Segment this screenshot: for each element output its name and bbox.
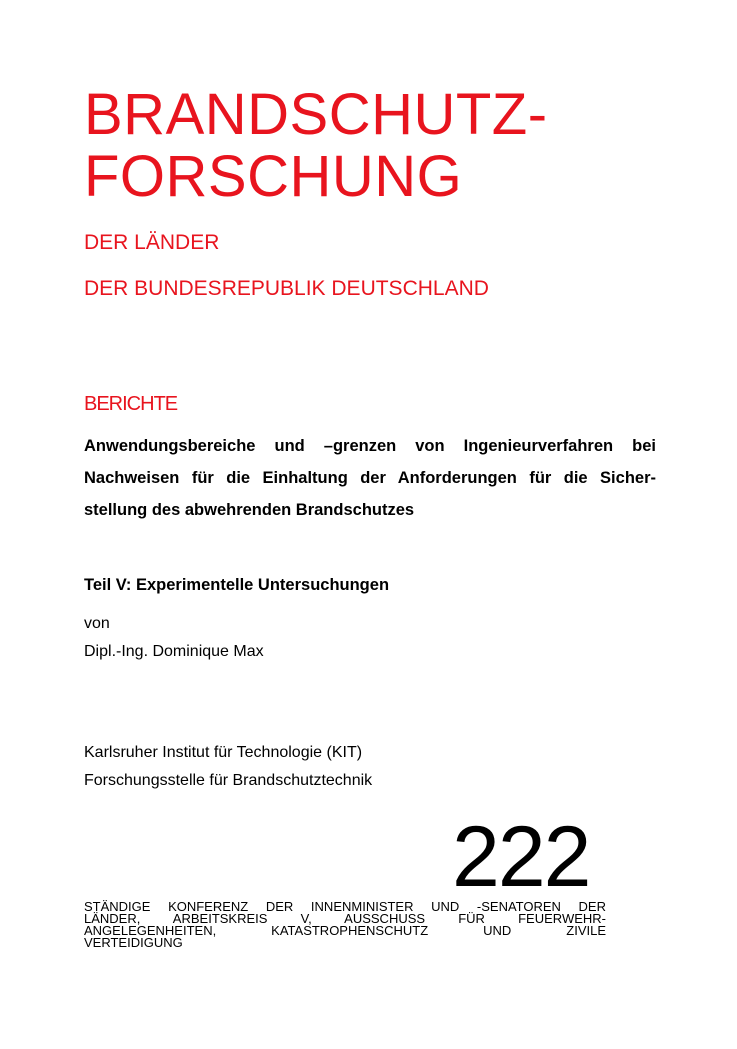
series-subtitle-line-1: DER LÄNDER xyxy=(84,231,220,254)
conference-line-4: VERTEIDIGUNG xyxy=(84,935,183,950)
institution-line-2: Forschungsstelle für Brandschutztechnik xyxy=(84,772,373,789)
author-name: Dipl.-Ing. Dominique Max xyxy=(84,643,264,660)
conference-line-1: STÄNDIGE KONFERENZ DER INNENMINISTER UND -SENATOREN DER xyxy=(84,899,606,914)
series-title-line-2: FORSCHUNG xyxy=(84,144,463,209)
conference-line-2: LÄNDER, ARBEITSKREIS V, AUSSCHUSS FÜR FEUERWEHR- xyxy=(84,911,606,926)
series-title-line-1: BRANDSCHUTZ- xyxy=(84,82,548,147)
conference-line-3: ANGELEGENHEITEN, KATASTROPHENSCHUTZ UND ZIVILE xyxy=(84,923,606,938)
report-part: Teil V: Experimentelle Untersuchungen xyxy=(84,576,390,594)
report-number: 222 xyxy=(452,809,590,905)
report-title-line-3: stellung des abwehrenden Brandschutzes xyxy=(84,501,415,519)
series-subtitle-line-2: DER BUNDESREPUBLIK DEUTSCHLAND xyxy=(84,277,489,300)
report-category: BERICHTE xyxy=(84,393,178,415)
institution-line-1: Karlsruher Institut für Technologie (KIT) xyxy=(84,744,363,761)
report-title-line-1: Anwendungsbereiche und –grenzen von Ingenieurverfahren bei xyxy=(84,437,656,455)
report-title-line-2: Nachweisen für die Einhaltung der Anforderungen für die Sicher- xyxy=(84,469,656,487)
by-label: von xyxy=(84,615,110,632)
